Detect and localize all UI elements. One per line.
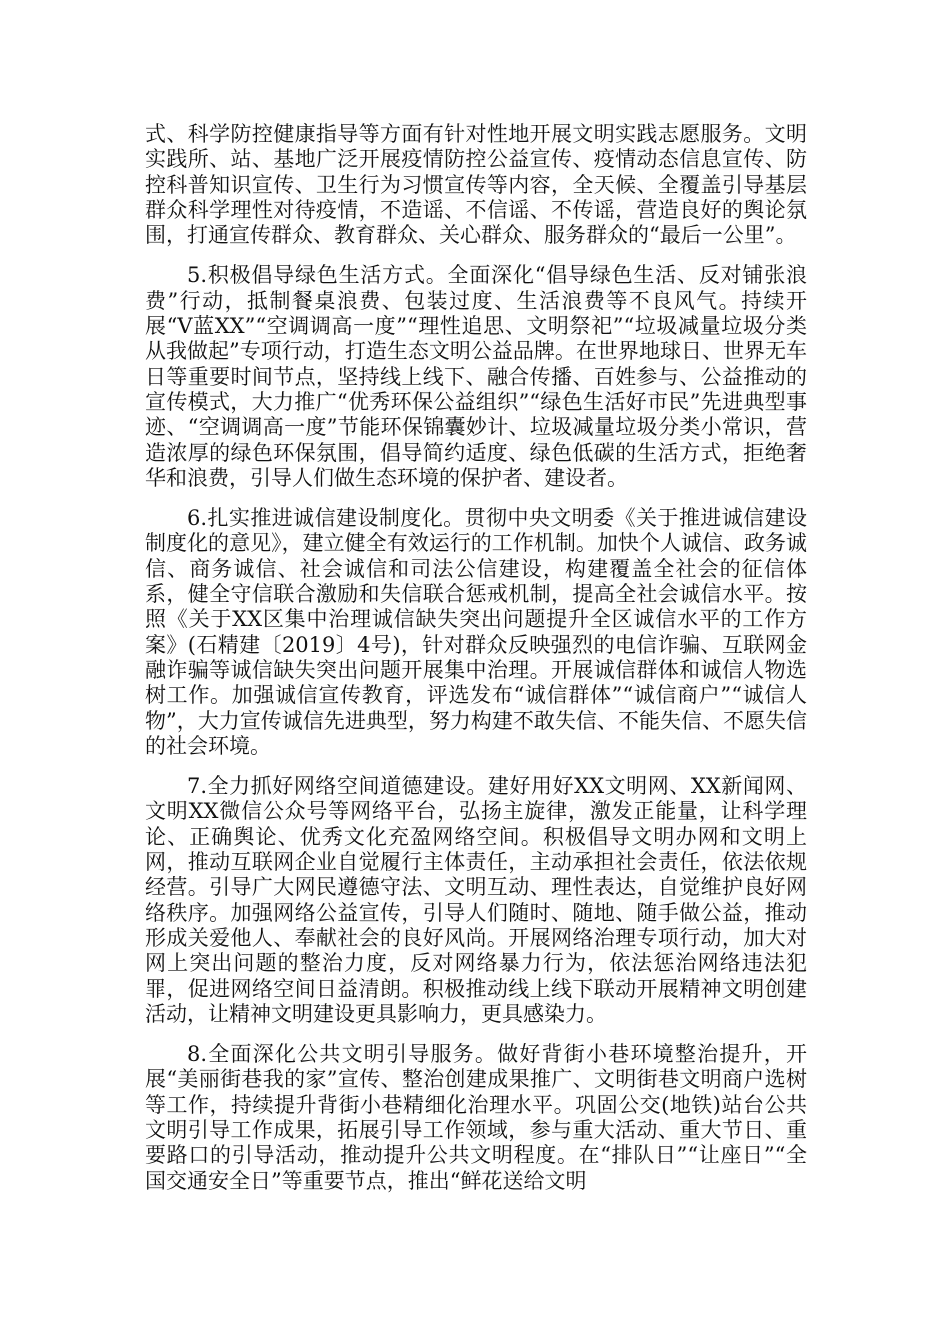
paragraph-cyberspace-ethics: 7.全力抓好网络空间道德建设。建好用好XX文明网、XX新闻网、文明XX微信公众号等网络平台，弘扬主旋律，激发正能量，让科学理论、正确舆论、优秀文化充盈网络空间。积极倡导文明办网和文明上网，推动互联网企业自觉履行主体责任，主动承担社会责任，依法依规经营。引导广大网民遵德守法、文明互动、理性表达，自觉维护良好网络秩序。加强网络公益宣传，引导人们随时、随地、随手做公益，推动形成关爱他人、奉献社会的良好风尚。开展网络治理专项行动，加大对网上突出问题的整治力度，反对网络暴力行为，依法惩治网络违法犯罪，促进网络空间日益清朗。积极推动线上线下联动开展精神文明创建活动，让精神文明建设更具影响力，更具感染力。 bbox=[145, 774, 807, 1026]
paragraph-integrity-system: 6.扎实推进诚信建设制度化。贯彻中央文明委《关于推进诚信建设制度化的意见》，建立健全有效运行的工作机制。加快个人诚信、政务诚信、商务诚信、社会诚信和司法公信建设，构建覆盖全社会的征信体系，健全守信联合激励和失信联合惩戒机制，提高全社会诚信水平。按照《关于XX区集中治理诚信缺失突出问题提升全区诚信水平的工作方案》(石精建〔2019〕4号)，针对群众反映强烈的电信诈骗、互联网金融诈骗等诚信缺失突出问题开展集中治理。开展诚信群体和诚信人物选树工作。加强诚信宣传教育，评选发布“诚信群体”“诚信商户”“诚信人物”，大力宣传诚信先进典型，努力构建不敢失信、不能失信、不愿失信的社会环境。 bbox=[145, 506, 807, 758]
paragraph-public-civility: 8.全面深化公共文明引导服务。做好背街小巷环境整治提升，开展“美丽街巷我的家”宣传、整治创建成果推广、文明街巷文明商户选树等工作，持续提升背街小巷精细化治理水平。巩固公交(地铁)站台公共文明引导工作成果，拓展引导工作领域，参与重大活动、重大节日、重要路口的引导活动，推动提升公共文明程度。在“排队日”“让座日”“全国交通安全日”等重要节点，推出“鲜花送给文明 bbox=[145, 1042, 807, 1193]
document-page bbox=[145, 122, 807, 1209]
paragraph-green-lifestyle: 5.积极倡导绿色生活方式。全面深化“倡导绿色生活、反对铺张浪费”行动，抵制餐桌浪费、包装过度、生活浪费等不良风气。持续开展“V蓝XX”“空调调高一度”“理性追思、文明祭祀”“垃圾减量垃圾分类从我做起”专项行动，打造生态文明公益品牌。在世界地球日、世界无车日等重要时间节点，坚持线上线下、融合传播、百姓参与、公益推动的宣传模式，大力推广“优秀环保公益组织”“绿色生活好市民”先进典型事迹、“空调调高一度”节能环保锦囊妙计、垃圾减量垃圾分类小常识，营造浓厚的绿色环保氛围，倡导简约适度、绿色低碳的生活方式，拒绝奢华和浪费，引导人们做生态环境的保护者、建设者。 bbox=[145, 263, 807, 490]
paragraph-continuation: 式、科学防控健康指导等方面有针对性地开展文明实践志愿服务。文明实践所、站、基地广泛开展疫情防控公益宣传、疫情动态信息宣传、防控科普知识宣传、卫生行为习惯宣传等内容，全天候、全覆盖引导基层群众科学理性对待疫情，不造谣、不信谣、不传谣，营造良好的舆论氛围，打通宣传群众、教育群众、关心群众、服务群众的“最后一公里”。 bbox=[145, 122, 807, 248]
